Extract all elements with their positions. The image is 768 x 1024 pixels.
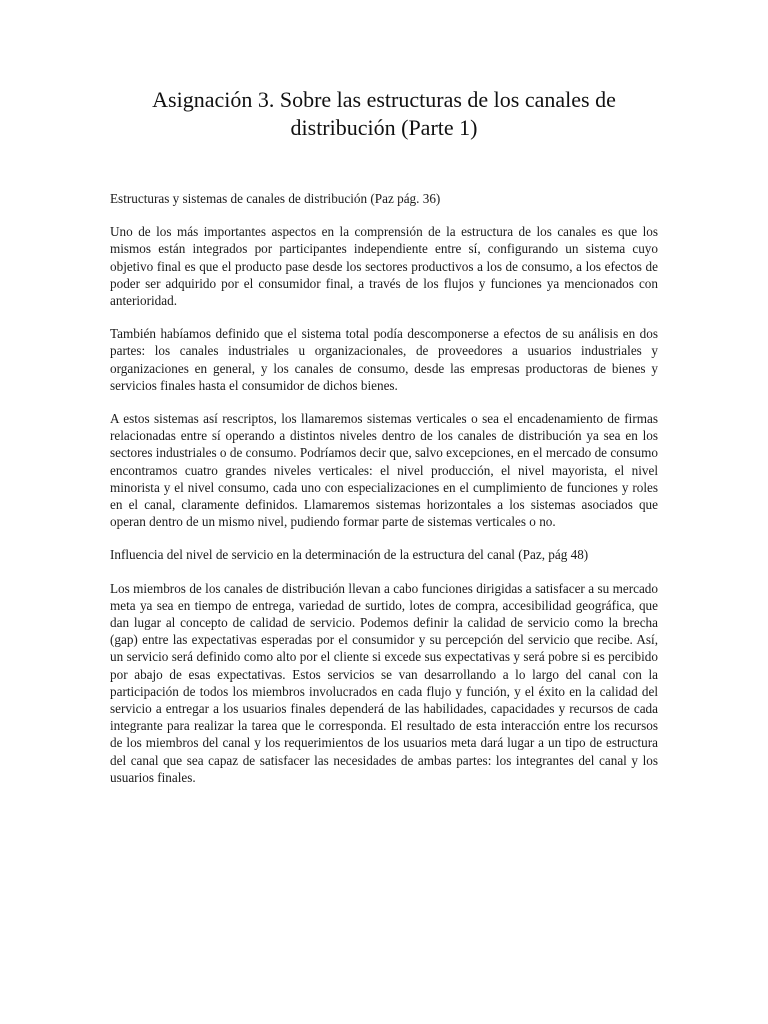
paragraph: También habíamos definido que el sistema total podía descomponerse a efectos de su análisis en dos partes: los canales industriales u organizacionales, de proveedores a usuarios industriales y organizaciones en general, y los canales de consumo, desde las empresas productoras de bienes y servicios finales hasta el consumidor de dichos bienes. bbox=[110, 326, 658, 393]
document-page bbox=[110, 86, 658, 786]
paragraph: A estos sistemas así rescriptos, los llamaremos sistemas verticales o sea el encadenamiento de firmas relacionadas entre sí operando a distintos niveles dentro de los canales de distribución ya sea en los sectores industriales o de consumo. Podríamos decir que, salvo excepciones, en el mercado de consumo encontramos cuatro grandes niveles verticales: el nivel producción, el nivel mayorista, el nivel minorista y el nivel consumo, cada uno con especializaciones en el cumplimiento de funciones y roles en el canal, claramente definidos. Llamaremos sistemas horizontales a los sistemas asociados que operan dentro de un mismo nivel, pudiendo formar parte de sistemas verticales o no. bbox=[110, 411, 658, 530]
document-title: Asignación 3. Sobre las estructuras de los canales de distribución (Parte 1) bbox=[152, 87, 616, 140]
paragraph: Uno de los más importantes aspectos en la comprensión de la estructura de los canales es que los mismos están integrados por participantes independiente entre sí, configurando un sistema cuyo objetivo final es que el producto pase desde los sectores productivos a los de consumo, a los efectos de poder ser adquirido por el consumidor final, a través de los flujos y funciones ya mencionados con anterioridad. bbox=[110, 224, 658, 309]
paragraph: Los miembros de los canales de distribución llevan a cabo funciones dirigidas a satisfacer a su mercado meta ya sea en tiempo de entrega, variedad de surtido, lotes de compra, accesibilidad geográfica, que dan lugar al concepto de calidad de servicio. Podemos definir la calidad de servicio como la brecha (gap) entre las expectativas esperadas por el consumidor y su percepción del servicio que recibe. Así, un servicio será definido como alto por el cliente si excede sus expectativas y será pobre si es percibido por abajo de esas expectativas. Estos servicios se van desarrollando a lo largo del canal con la participación de todos los miembros involucrados en cada flujo y función, y el éxito en la calidad del servicio a entregar a los usuarios finales dependerá de las habilidades, capacidades y recursos de cada integrante para realizar la tarea que le corresponda. El resultado de esta interacción entre los recursos de los miembros del canal y los requerimientos de los usuarios meta dará lugar a un tipo de estructura del canal que sea capaz de satisfacer las necesidades de ambas partes: los integrantes del canal y los usuarios finales. bbox=[110, 580, 658, 785]
section-heading-nivel-servicio: Influencia del nivel de servicio en la determinación de la estructura del canal (Paz, pág 48) bbox=[110, 547, 589, 563]
section-heading-estructuras: Estructuras y sistemas de canales de distribución (Paz pág. 36) bbox=[110, 191, 441, 206]
